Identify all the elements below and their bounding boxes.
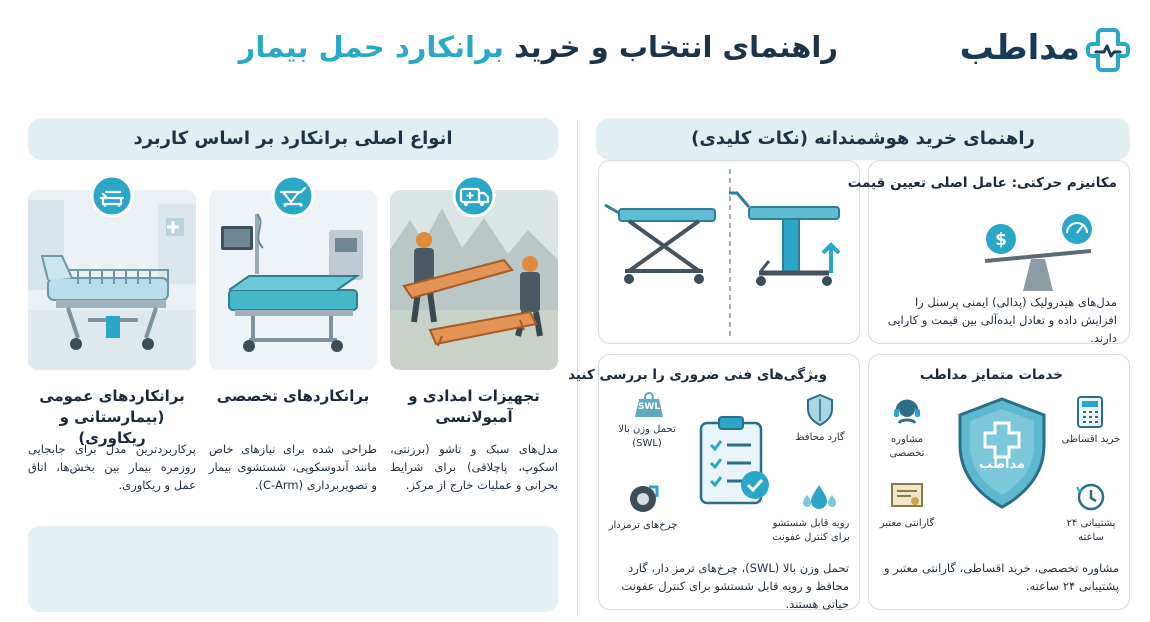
technical-features-desc: تحمل وزن بالا (SWL)، چرخ‌های ترمز دار، گارد محافظ و رویه قابل شستشو برای کنترل عفونت حیاتی هستند.	[621, 561, 849, 611]
brand-shield-icon	[953, 395, 1051, 511]
swl-badge	[627, 391, 671, 419]
hospital-bed-icon	[90, 174, 134, 218]
smart-buying-guide-title: راهنمای خرید هوشمندانه (نکات کلیدی)	[596, 118, 1130, 160]
balance-scale-icon	[973, 201, 1103, 293]
left-footer-panel	[28, 526, 558, 612]
emergency-equipment-title: تجهیزات امدادی و آمبولانسی	[408, 387, 540, 426]
technical-features-title: ویژگی‌های فنی ضروری را بررسی کنید	[568, 367, 827, 383]
general-stretcher-desc: پرکاربردترین مدل برای جابجایی روزمره بیمار بین بخش‌ها، اتاق عمل و ریکاوری.	[28, 442, 196, 492]
ambulance-icon	[452, 174, 496, 218]
water-drops-icon	[799, 483, 839, 513]
washable-label: رویه قابل شستشو برای کنترل عفونت	[772, 518, 850, 543]
installment-label: خرید اقساطی	[1061, 434, 1121, 445]
stretcher-mechanism-illustration	[599, 161, 861, 345]
logo-cross-icon	[1084, 26, 1132, 74]
warranty-label: گارانتی معتبر	[879, 518, 935, 529]
clipboard-checklist-icon	[697, 415, 775, 509]
emergency-equipment-desc: مدل‌های سبک و تاشو (برزنتی، اسکوپ، پاچلاقی) برای شرایط بحرانی و عملیات خارج از مرکز.	[390, 442, 558, 492]
swl-badge-text: SWL	[637, 402, 661, 412]
services-title: خدمات متمایز مداطب	[919, 367, 1063, 383]
smart-buying-guide-section	[568, 118, 1130, 618]
services-desc: مشاوره تخصصی، خرید اقساطی، گارانتی معتبر و پشتیبانی ۲۴ ساعته.	[884, 561, 1119, 593]
page-title	[239, 30, 838, 64]
stretcher-types-section	[28, 118, 558, 618]
technical-features-card	[568, 354, 860, 611]
clock-icon	[1075, 481, 1107, 513]
calculator-icon	[1075, 395, 1105, 429]
page-title-accent: برانکارد حمل بیمار	[238, 30, 504, 64]
brand-logo	[959, 22, 1132, 82]
headset-icon	[891, 395, 923, 427]
guard-shield-icon	[805, 393, 835, 427]
swl-label: تحمل وزن بالا (SWL)	[618, 424, 676, 449]
page-title-prefix: راهنمای انتخاب و خرید	[514, 30, 838, 64]
brake-wheel-icon	[627, 483, 659, 515]
svg-text:$: $	[995, 230, 1007, 250]
general-stretcher-title: برانکاردهای عمومی (بیمارستانی و ریکاوری)	[39, 387, 185, 447]
mechanism-illustration-card	[598, 160, 860, 344]
mechanism-desc: مدل‌های هیدرولیک (پدالی) ایمنی پرسنل را افزایش داده و تعادل ایده‌آلی بین قیمت و کارایی دارند.	[887, 295, 1117, 345]
logo-text: مداطب	[959, 28, 1080, 68]
specialized-stretcher-title: برانکاردهای تخصصی	[216, 387, 370, 405]
stretcher-icon	[271, 174, 315, 218]
mechanism-card	[847, 160, 1130, 345]
mechanism-title: مکانیزم حرکتی: عامل اصلی تعیین قیمت	[847, 175, 1117, 191]
consult-label: مشاوره تخصصی	[889, 434, 925, 459]
support-label: پشتیبانی ۲۴ ساعته	[1066, 518, 1116, 543]
services-card	[868, 354, 1130, 610]
certificate-icon	[889, 481, 925, 511]
shield-brand-text: مداطب	[978, 457, 1026, 472]
stretcher-types-title: انواع اصلی برانکارد بر اساس کاربرد	[28, 118, 558, 160]
guard-label: گارد محافظ	[795, 432, 845, 443]
specialized-stretcher-desc: طراحی شده برای نیازهای خاص مانند آندوسکوپی، شستشوی بیمار و تصویربرداری (C-Arm).	[209, 442, 377, 492]
brakes-label: چرخ‌های ترمزدار	[608, 520, 678, 531]
